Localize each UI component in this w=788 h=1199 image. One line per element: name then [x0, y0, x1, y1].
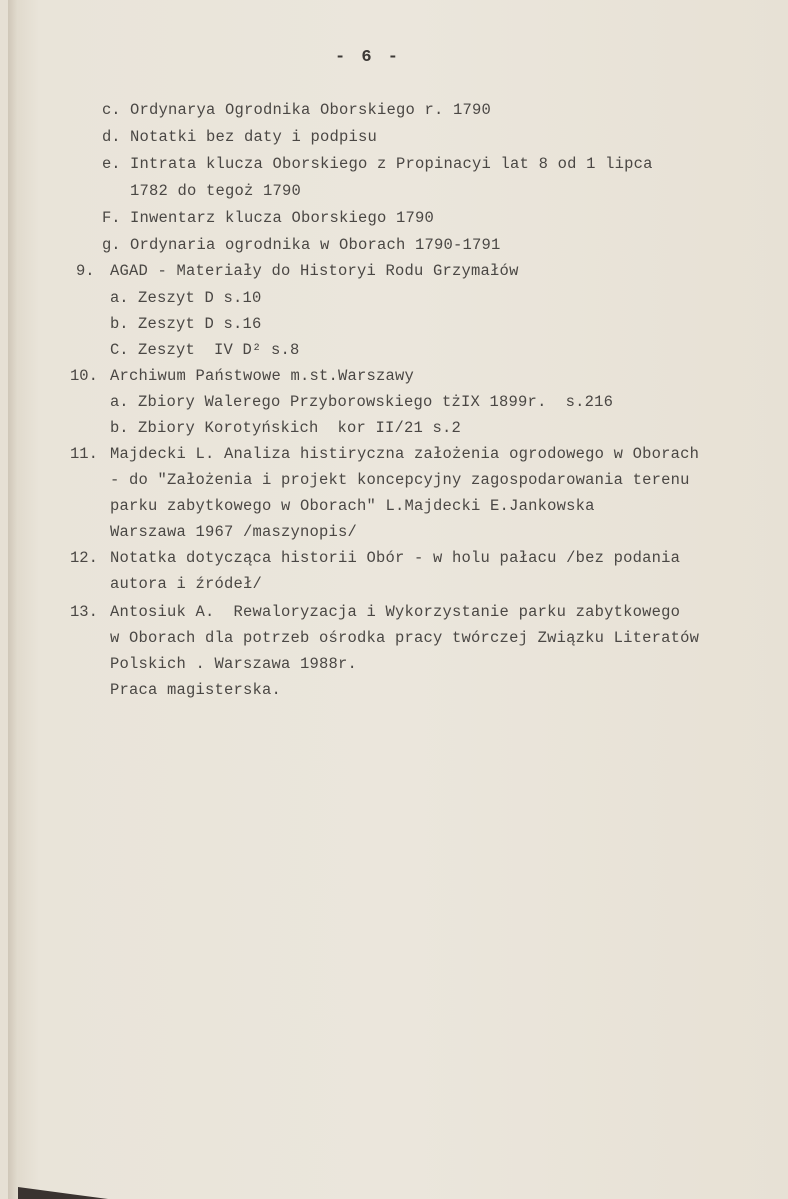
- sub-marker: b.: [110, 419, 129, 437]
- page-number: - 6 -: [334, 48, 401, 67]
- entry-marker: 12.: [70, 549, 98, 567]
- entry-continuation: 1782 do tegoż 1790: [130, 182, 302, 200]
- entry-marker: 13.: [70, 603, 98, 621]
- entry-line: Antosiuk A. Rewaloryzacja i Wykorzystanie parku zabytkowego: [110, 603, 681, 621]
- entry-line: Polskich . Warszawa 1988r.: [110, 655, 358, 673]
- entry-text: Ordynaria ogrodnika w Oborach 1790-1791: [130, 236, 501, 254]
- sub-marker: C.: [110, 341, 129, 359]
- entry-text: Ordynarya Ogrodnika Oborskiego r. 1790: [130, 101, 492, 119]
- entry-line: Majdecki L. Analiza histiryczna założenia ogrodowego w Oborach: [110, 445, 700, 463]
- entry-line: w Oborach dla potrzeb ośrodka pracy twórczej Związku Literatów: [110, 629, 700, 647]
- entry-marker: c.: [102, 101, 121, 119]
- entry-marker: 11.: [70, 445, 98, 463]
- entry-line: parku zabytkowego w Oborach" L.Majdecki E.Jankowska: [110, 497, 595, 515]
- entry-text: Notatki bez daty i podpisu: [130, 128, 378, 146]
- entry-marker: F.: [102, 209, 121, 227]
- sub-text: Zeszyt D s.16: [138, 315, 262, 333]
- entry-marker: g.: [102, 236, 121, 254]
- entry-line: Warszawa 1967 /maszynopis/: [110, 523, 358, 541]
- document-page: [8, 0, 788, 1199]
- sub-text: Zbiory Walerego Przyborowskiego tżIX 1899r. s.216: [138, 393, 614, 411]
- sub-marker: a.: [110, 289, 129, 307]
- entry-line: Notatka dotycząca historii Obór - w holu pałacu /bez podania: [110, 549, 681, 567]
- entry-text: Intrata klucza Oborskiego z Propinacyi lat 8 od 1 lipca: [130, 155, 653, 173]
- entry-text: Inwentarz klucza Oborskiego 1790: [130, 209, 435, 227]
- entry-line: Praca magisterska.: [110, 681, 282, 699]
- sub-marker: a.: [110, 393, 129, 411]
- entry-line: - do "Założenia i projekt koncepcyjny zagospodarowania terenu: [110, 471, 690, 489]
- entry-text: Archiwum Państwowe m.st.Warszawy: [110, 367, 415, 385]
- sub-text: Zbiory Korotyńskich kor II/21 s.2: [138, 419, 462, 437]
- sub-marker: b.: [110, 315, 129, 333]
- entry-marker: 9.: [76, 262, 95, 280]
- sub-text: Zeszyt D s.10: [138, 289, 262, 307]
- entry-line: autora i źródeł/: [110, 575, 263, 593]
- scan-shadow: [18, 1187, 108, 1199]
- entry-marker: 10.: [70, 367, 98, 385]
- entry-marker: e.: [102, 155, 121, 173]
- entry-marker: d.: [102, 128, 121, 146]
- sub-text: Zeszyt IV D² s.8: [138, 341, 300, 359]
- page-binding-edge: [8, 0, 18, 1199]
- entry-text: AGAD - Materiały do Historyi Rodu Grzymałów: [110, 262, 519, 280]
